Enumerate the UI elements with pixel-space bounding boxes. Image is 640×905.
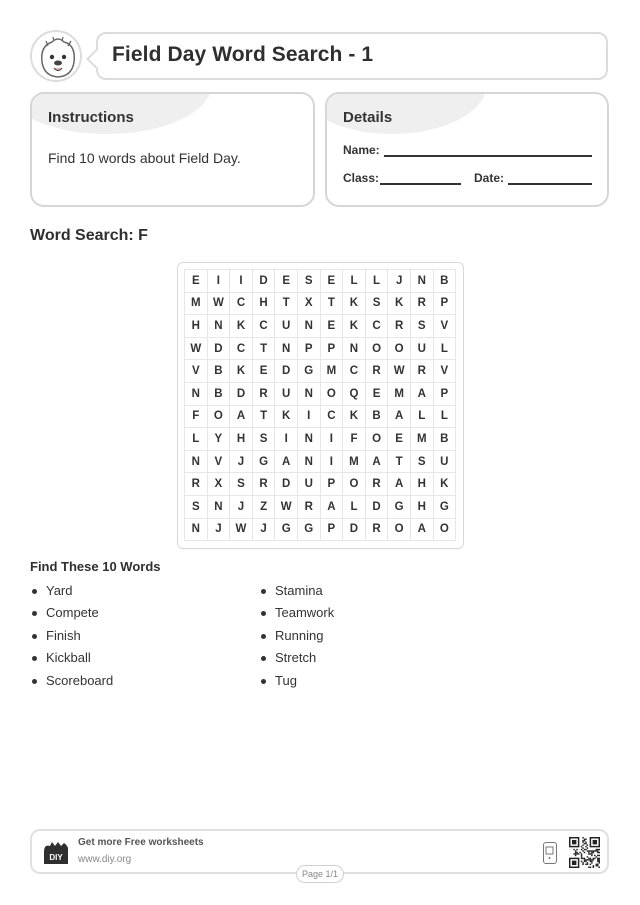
grid-cell[interactable]: S bbox=[298, 270, 321, 293]
grid-cell[interactable]: O bbox=[388, 519, 411, 542]
grid-cell[interactable]: G bbox=[434, 496, 457, 519]
grid-cell[interactable]: A bbox=[388, 406, 411, 429]
grid-cell[interactable]: N bbox=[208, 496, 231, 519]
grid-cell[interactable]: J bbox=[253, 519, 276, 542]
grid-cell[interactable]: P bbox=[321, 338, 344, 361]
grid-cell[interactable]: K bbox=[434, 473, 457, 496]
grid-cell[interactable]: W bbox=[388, 360, 411, 383]
svg-text:DIY: DIY bbox=[49, 853, 63, 862]
grid-cell[interactable]: M bbox=[411, 428, 434, 451]
grid-cell[interactable]: E bbox=[185, 270, 208, 293]
word-list-heading: Find These 10 Words bbox=[30, 559, 161, 574]
grid-cell[interactable]: G bbox=[253, 451, 276, 474]
mascot-face-icon bbox=[30, 30, 82, 82]
grid-cell[interactable]: S bbox=[411, 451, 434, 474]
grid-cell[interactable]: L bbox=[343, 496, 366, 519]
grid-cell[interactable]: G bbox=[275, 519, 298, 542]
grid-cell[interactable]: C bbox=[366, 315, 389, 338]
grid-cell[interactable]: U bbox=[411, 338, 434, 361]
word-list-item: Yard bbox=[30, 583, 113, 605]
grid-cell[interactable]: G bbox=[388, 496, 411, 519]
instructions-card bbox=[30, 92, 315, 207]
grid-cell[interactable]: R bbox=[366, 360, 389, 383]
grid-cell[interactable]: R bbox=[411, 360, 434, 383]
grid-cell[interactable]: B bbox=[366, 406, 389, 429]
grid-cell[interactable]: R bbox=[253, 473, 276, 496]
grid-cell[interactable]: N bbox=[298, 383, 321, 406]
word-list-column-2 bbox=[259, 583, 334, 695]
word-list-item: Teamwork bbox=[259, 605, 334, 627]
grid-cell[interactable]: N bbox=[343, 338, 366, 361]
grid-cell[interactable]: N bbox=[275, 338, 298, 361]
grid-cell[interactable]: K bbox=[343, 293, 366, 316]
grid-cell[interactable]: D bbox=[230, 383, 253, 406]
grid-cell[interactable]: V bbox=[434, 360, 457, 383]
grid-cell[interactable]: V bbox=[185, 360, 208, 383]
grid-cell[interactable]: V bbox=[434, 315, 457, 338]
grid-cell[interactable]: R bbox=[411, 293, 434, 316]
name-label: Name: bbox=[343, 143, 380, 157]
grid-cell[interactable]: R bbox=[253, 383, 276, 406]
grid-cell[interactable]: D bbox=[366, 496, 389, 519]
grid-cell[interactable]: A bbox=[275, 451, 298, 474]
date-label: Date: bbox=[474, 171, 505, 185]
grid-cell[interactable]: K bbox=[388, 293, 411, 316]
grid-cell[interactable]: Z bbox=[253, 496, 276, 519]
grid-cell[interactable]: B bbox=[208, 360, 231, 383]
grid-cell[interactable]: E bbox=[321, 270, 344, 293]
grid-cell[interactable]: S bbox=[411, 315, 434, 338]
grid-cell[interactable]: D bbox=[253, 270, 276, 293]
grid-cell[interactable]: R bbox=[388, 315, 411, 338]
grid-cell[interactable]: D bbox=[275, 360, 298, 383]
grid-cell[interactable]: S bbox=[230, 473, 253, 496]
grid-cell[interactable]: H bbox=[185, 315, 208, 338]
grid-cell[interactable]: O bbox=[434, 519, 457, 542]
grid-cell[interactable]: P bbox=[434, 293, 457, 316]
grid-cell[interactable]: C bbox=[253, 315, 276, 338]
grid-cell[interactable]: E bbox=[366, 383, 389, 406]
grid-cell[interactable]: I bbox=[321, 428, 344, 451]
instructions-text: Find 10 words about Field Day. bbox=[48, 150, 241, 166]
word-list-item: Compete bbox=[30, 605, 113, 627]
grid-cell[interactable]: W bbox=[275, 496, 298, 519]
phone-icon bbox=[543, 842, 557, 864]
grid-cell[interactable]: H bbox=[411, 496, 434, 519]
qr-code-icon bbox=[569, 837, 600, 868]
grid-cell[interactable]: C bbox=[321, 406, 344, 429]
grid-cell[interactable]: L bbox=[343, 270, 366, 293]
details-title: Details bbox=[343, 109, 393, 126]
grid-cell[interactable]: F bbox=[343, 428, 366, 451]
grid-cell[interactable]: C bbox=[230, 338, 253, 361]
letter-grid bbox=[184, 269, 456, 541]
grid-cell[interactable]: N bbox=[411, 270, 434, 293]
grid-cell[interactable]: B bbox=[434, 428, 457, 451]
grid-cell[interactable]: I bbox=[275, 428, 298, 451]
grid-cell[interactable]: S bbox=[185, 496, 208, 519]
grid-cell[interactable]: E bbox=[388, 428, 411, 451]
grid-cell[interactable]: E bbox=[253, 360, 276, 383]
grid-cell[interactable]: K bbox=[343, 315, 366, 338]
grid-cell[interactable]: R bbox=[298, 496, 321, 519]
grid-cell[interactable]: H bbox=[411, 473, 434, 496]
grid-cell[interactable]: D bbox=[275, 473, 298, 496]
footer-url-link[interactable]: www.diy.org bbox=[78, 854, 132, 865]
grid-cell[interactable]: X bbox=[298, 293, 321, 316]
grid-cell[interactable]: T bbox=[253, 338, 276, 361]
grid-cell[interactable]: O bbox=[208, 406, 231, 429]
grid-cell[interactable]: W bbox=[185, 338, 208, 361]
diy-logo-icon bbox=[42, 840, 70, 866]
grid-cell[interactable]: A bbox=[411, 383, 434, 406]
class-field[interactable] bbox=[380, 183, 461, 185]
grid-cell[interactable]: D bbox=[208, 338, 231, 361]
page-number: Page 1/1 bbox=[296, 865, 344, 883]
grid-cell[interactable]: M bbox=[185, 293, 208, 316]
grid-cell[interactable]: U bbox=[275, 383, 298, 406]
grid-cell[interactable]: T bbox=[388, 451, 411, 474]
grid-cell[interactable]: W bbox=[230, 519, 253, 542]
grid-cell[interactable]: A bbox=[388, 473, 411, 496]
grid-cell[interactable]: L bbox=[185, 428, 208, 451]
grid-cell[interactable]: N bbox=[298, 315, 321, 338]
grid-cell[interactable]: K bbox=[230, 360, 253, 383]
word-list-item: Stretch bbox=[259, 650, 334, 672]
grid-cell[interactable]: L bbox=[411, 406, 434, 429]
grid-cell[interactable]: U bbox=[298, 473, 321, 496]
grid-cell[interactable]: I bbox=[298, 406, 321, 429]
grid-cell[interactable]: K bbox=[230, 315, 253, 338]
word-list-item: Running bbox=[259, 628, 334, 650]
grid-cell[interactable]: G bbox=[298, 519, 321, 542]
date-field[interactable] bbox=[508, 183, 592, 185]
grid-cell[interactable]: X bbox=[208, 473, 231, 496]
grid-cell[interactable]: K bbox=[275, 406, 298, 429]
name-field[interactable] bbox=[384, 155, 592, 157]
grid-cell[interactable]: W bbox=[208, 293, 231, 316]
grid-cell[interactable]: M bbox=[388, 383, 411, 406]
grid-cell[interactable]: O bbox=[343, 473, 366, 496]
grid-cell[interactable]: N bbox=[185, 519, 208, 542]
grid-cell[interactable]: I bbox=[321, 451, 344, 474]
instructions-title: Instructions bbox=[48, 109, 134, 126]
grid-cell[interactable]: P bbox=[321, 519, 344, 542]
grid-cell[interactable]: J bbox=[208, 519, 231, 542]
grid-cell[interactable]: I bbox=[230, 270, 253, 293]
grid-cell[interactable]: J bbox=[230, 496, 253, 519]
word-list-item: Stamina bbox=[259, 583, 334, 605]
grid-cell[interactable]: L bbox=[434, 406, 457, 429]
word-search-heading: Word Search: F bbox=[30, 227, 148, 244]
grid-cell[interactable]: N bbox=[208, 315, 231, 338]
grid-cell[interactable]: M bbox=[343, 451, 366, 474]
grid-cell[interactable]: E bbox=[321, 315, 344, 338]
grid-cell[interactable]: G bbox=[298, 360, 321, 383]
grid-cell[interactable]: L bbox=[434, 338, 457, 361]
grid-cell[interactable]: L bbox=[366, 270, 389, 293]
grid-cell[interactable]: R bbox=[366, 519, 389, 542]
grid-cell[interactable]: P bbox=[434, 383, 457, 406]
word-list-item: Finish bbox=[30, 628, 113, 650]
grid-cell[interactable]: D bbox=[343, 519, 366, 542]
grid-cell[interactable]: C bbox=[343, 360, 366, 383]
grid-cell[interactable]: F bbox=[185, 406, 208, 429]
grid-cell[interactable]: A bbox=[321, 496, 344, 519]
grid-cell[interactable]: A bbox=[366, 451, 389, 474]
grid-cell[interactable]: S bbox=[253, 428, 276, 451]
grid-cell[interactable]: N bbox=[185, 451, 208, 474]
grid-cell[interactable]: J bbox=[388, 270, 411, 293]
word-list-column-1 bbox=[30, 583, 113, 695]
title-banner bbox=[96, 32, 608, 80]
grid-cell[interactable]: A bbox=[230, 406, 253, 429]
grid-cell[interactable]: N bbox=[298, 451, 321, 474]
grid-cell[interactable]: H bbox=[230, 428, 253, 451]
grid-cell[interactable]: E bbox=[275, 270, 298, 293]
grid-cell[interactable]: T bbox=[253, 406, 276, 429]
grid-cell[interactable]: R bbox=[185, 473, 208, 496]
grid-cell[interactable]: J bbox=[230, 451, 253, 474]
grid-cell[interactable]: U bbox=[275, 315, 298, 338]
grid-cell[interactable]: C bbox=[230, 293, 253, 316]
grid-cell[interactable]: Y bbox=[208, 428, 231, 451]
grid-cell[interactable]: T bbox=[275, 293, 298, 316]
grid-cell[interactable]: I bbox=[208, 270, 231, 293]
grid-cell[interactable]: N bbox=[298, 428, 321, 451]
grid-cell[interactable]: R bbox=[366, 473, 389, 496]
grid-cell[interactable]: T bbox=[321, 293, 344, 316]
grid-cell[interactable]: Q bbox=[343, 383, 366, 406]
grid-cell[interactable]: B bbox=[434, 270, 457, 293]
grid-cell[interactable]: O bbox=[366, 428, 389, 451]
grid-cell[interactable]: O bbox=[366, 338, 389, 361]
grid-cell[interactable]: P bbox=[298, 338, 321, 361]
grid-cell[interactable]: H bbox=[253, 293, 276, 316]
grid-cell[interactable]: P bbox=[321, 473, 344, 496]
class-label: Class: bbox=[343, 171, 380, 185]
grid-cell[interactable]: U bbox=[434, 451, 457, 474]
grid-cell[interactable]: B bbox=[208, 383, 231, 406]
grid-cell[interactable]: A bbox=[411, 519, 434, 542]
grid-cell[interactable]: M bbox=[321, 360, 344, 383]
grid-cell[interactable]: K bbox=[343, 406, 366, 429]
grid-cell[interactable]: S bbox=[366, 293, 389, 316]
word-list-item: Tug bbox=[259, 673, 334, 695]
grid-cell[interactable]: V bbox=[208, 451, 231, 474]
word-search-grid bbox=[177, 262, 464, 549]
word-list-item: Kickball bbox=[30, 650, 113, 672]
grid-cell[interactable]: O bbox=[388, 338, 411, 361]
word-list-item: Scoreboard bbox=[30, 673, 113, 695]
footer-promo-text: Get more Free worksheets bbox=[78, 837, 204, 848]
page-title: Field Day Word Search - 1 bbox=[112, 43, 374, 66]
grid-cell[interactable]: N bbox=[185, 383, 208, 406]
details-card bbox=[325, 92, 609, 207]
grid-cell[interactable]: O bbox=[321, 383, 344, 406]
